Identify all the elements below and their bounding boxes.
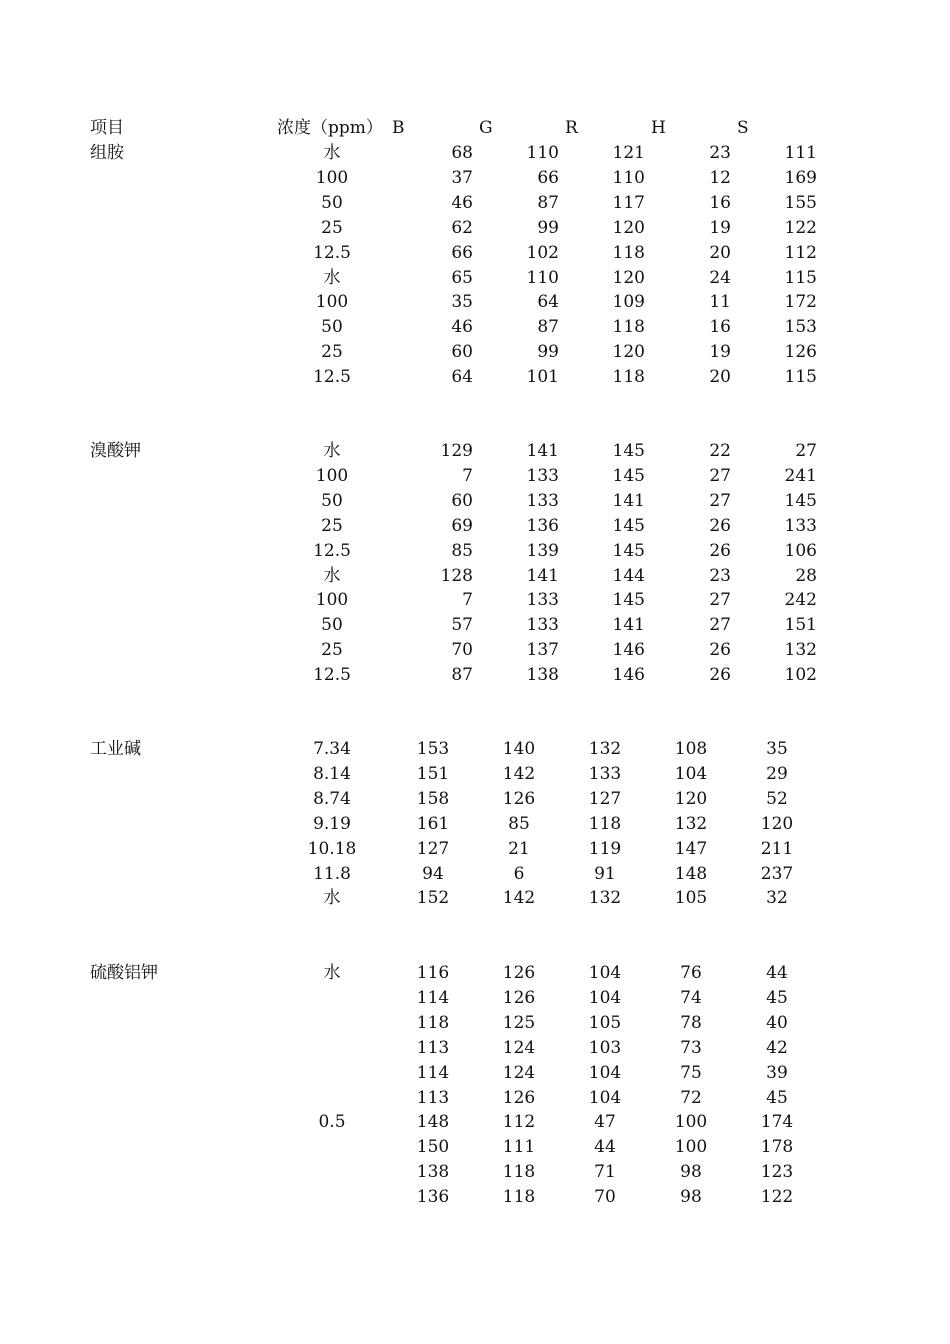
value-cell-b: 64 xyxy=(451,367,473,388)
value-cell-r: 141 xyxy=(612,615,645,636)
value-cell-h: 23 xyxy=(709,143,731,163)
value-cell-g: 102 xyxy=(526,242,559,263)
value-cell-r: 120 xyxy=(612,217,645,238)
value-cell-s: 242 xyxy=(784,590,817,611)
value-cell-g: 101 xyxy=(526,367,559,388)
value-cell-b: 129 xyxy=(440,441,473,461)
value-cell-s: 45 xyxy=(766,1087,788,1108)
value-cell-h: 147 xyxy=(674,838,708,859)
value-cell-g: 118 xyxy=(502,1187,536,1208)
value-cell-h: 16 xyxy=(709,317,731,338)
value-cell-s: 42 xyxy=(766,1037,788,1058)
value-cell-h: 72 xyxy=(680,1087,702,1108)
concentration-cell: 水 xyxy=(323,441,341,461)
value-cell-s: 35 xyxy=(766,739,788,759)
section-label: 组胺 xyxy=(90,143,124,163)
value-cell-s: 28 xyxy=(795,565,817,586)
value-cell-s: 132 xyxy=(784,640,817,661)
value-cell-b: 57 xyxy=(451,615,473,636)
value-cell-r: 145 xyxy=(612,590,645,611)
value-cell-b: 60 xyxy=(451,490,473,511)
value-cell-b: 94 xyxy=(422,863,444,884)
value-cell-h: 75 xyxy=(680,1062,702,1083)
value-cell-s: 120 xyxy=(760,813,794,834)
value-cell-b: 114 xyxy=(416,987,450,1008)
value-cell-r: 133 xyxy=(588,763,622,784)
value-cell-r: 117 xyxy=(612,192,645,213)
section-label: 工业碱 xyxy=(90,739,141,759)
value-cell-r: 104 xyxy=(588,987,622,1008)
value-cell-b: 113 xyxy=(416,1087,450,1108)
value-cell-h: 22 xyxy=(709,441,731,461)
value-cell-h: 12 xyxy=(709,167,731,188)
value-cell-h: 100 xyxy=(674,1112,708,1133)
value-cell-g: 124 xyxy=(502,1062,536,1083)
concentration-cell: 水 xyxy=(323,267,341,288)
value-cell-b: 128 xyxy=(440,565,473,586)
value-cell-b: 148 xyxy=(416,1112,450,1133)
value-cell-h: 98 xyxy=(680,1162,702,1183)
value-cell-r: 121 xyxy=(612,143,645,163)
value-cell-h: 148 xyxy=(674,863,708,884)
value-cell-g: 99 xyxy=(537,217,559,238)
header-item: 项目 xyxy=(90,118,124,138)
value-cell-b: 118 xyxy=(416,1012,450,1033)
value-cell-h: 27 xyxy=(709,465,731,486)
value-cell-s: 178 xyxy=(760,1137,794,1158)
concentration-cell: 100 xyxy=(315,465,349,486)
value-cell-s: 40 xyxy=(766,1012,788,1033)
value-cell-b: 151 xyxy=(416,763,450,784)
concentration-cell: 11.8 xyxy=(313,863,351,884)
value-cell-b: 85 xyxy=(451,540,473,561)
concentration-cell: 水 xyxy=(323,143,341,163)
value-cell-b: 35 xyxy=(451,292,473,313)
value-cell-g: 112 xyxy=(502,1112,536,1133)
value-cell-s: 126 xyxy=(784,342,817,363)
value-cell-g: 66 xyxy=(537,167,559,188)
value-cell-r: 120 xyxy=(612,267,645,288)
value-cell-h: 100 xyxy=(674,1137,708,1158)
concentration-cell: 7.34 xyxy=(313,739,351,759)
value-cell-b: 7 xyxy=(462,590,473,611)
concentration-cell: 100 xyxy=(315,292,349,313)
value-cell-b: 62 xyxy=(451,217,473,238)
value-cell-r: 120 xyxy=(612,342,645,363)
value-cell-s: 111 xyxy=(784,143,817,163)
section-label: 溴酸钾 xyxy=(90,441,141,461)
value-cell-h: 104 xyxy=(674,763,708,784)
value-cell-b: 116 xyxy=(416,963,450,983)
value-cell-s: 44 xyxy=(766,963,788,983)
value-cell-g: 118 xyxy=(502,1162,536,1183)
value-cell-r: 118 xyxy=(612,367,645,388)
value-cell-g: 140 xyxy=(502,739,536,759)
value-cell-b: 150 xyxy=(416,1137,450,1158)
value-cell-g: 138 xyxy=(526,665,559,686)
value-cell-g: 6 xyxy=(513,863,525,884)
concentration-cell: 100 xyxy=(315,167,349,188)
value-cell-g: 136 xyxy=(526,515,559,536)
concentration-cell: 12.5 xyxy=(313,540,351,561)
value-cell-b: 136 xyxy=(416,1187,450,1208)
concentration-cell: 水 xyxy=(323,888,341,909)
value-cell-g: 110 xyxy=(526,143,559,163)
value-cell-r: 118 xyxy=(588,813,622,834)
value-cell-s: 241 xyxy=(784,465,817,486)
value-cell-r: 118 xyxy=(612,242,645,263)
concentration-cell: 0.5 xyxy=(318,1112,346,1133)
value-cell-g: 133 xyxy=(526,490,559,511)
value-cell-h: 74 xyxy=(680,987,702,1008)
value-cell-b: 68 xyxy=(451,143,473,163)
value-cell-g: 141 xyxy=(526,565,559,586)
value-cell-s: 115 xyxy=(784,367,817,388)
value-cell-h: 76 xyxy=(680,963,702,983)
value-cell-h: 27 xyxy=(709,490,731,511)
value-cell-r: 104 xyxy=(588,1087,622,1108)
header-col-s: S xyxy=(737,118,749,138)
concentration-cell: 水 xyxy=(323,565,341,586)
value-cell-g: 126 xyxy=(502,1087,536,1108)
concentration-cell: 50 xyxy=(321,192,343,213)
header-concentration: 浓度（ppm） xyxy=(277,118,383,138)
value-cell-r: 144 xyxy=(612,565,645,586)
value-cell-s: 133 xyxy=(784,515,817,536)
concentration-cell: 12.5 xyxy=(313,665,351,686)
value-cell-g: 126 xyxy=(502,788,536,809)
value-cell-g: 87 xyxy=(537,317,559,338)
value-cell-g: 133 xyxy=(526,465,559,486)
concentration-cell: 50 xyxy=(321,615,343,636)
value-cell-h: 16 xyxy=(709,192,731,213)
value-cell-h: 26 xyxy=(709,540,731,561)
value-cell-h: 20 xyxy=(709,242,731,263)
value-cell-r: 145 xyxy=(612,465,645,486)
value-cell-h: 11 xyxy=(709,292,731,313)
value-cell-r: 104 xyxy=(588,963,622,983)
value-cell-h: 19 xyxy=(709,342,731,363)
value-cell-g: 142 xyxy=(502,888,536,909)
value-cell-r: 146 xyxy=(612,640,645,661)
value-cell-r: 118 xyxy=(612,317,645,338)
value-cell-h: 78 xyxy=(680,1012,702,1033)
value-cell-r: 71 xyxy=(594,1162,616,1183)
value-cell-h: 23 xyxy=(709,565,731,586)
value-cell-r: 141 xyxy=(612,490,645,511)
value-cell-h: 27 xyxy=(709,590,731,611)
concentration-cell: 8.74 xyxy=(313,788,351,809)
value-cell-s: 27 xyxy=(795,441,817,461)
concentration-cell: 8.14 xyxy=(313,763,351,784)
value-cell-g: 126 xyxy=(502,987,536,1008)
value-cell-s: 174 xyxy=(760,1112,794,1133)
value-cell-h: 105 xyxy=(674,888,708,909)
value-cell-b: 127 xyxy=(416,838,450,859)
value-cell-g: 125 xyxy=(502,1012,536,1033)
value-cell-h: 26 xyxy=(709,640,731,661)
value-cell-s: 102 xyxy=(784,665,817,686)
value-cell-h: 19 xyxy=(709,217,731,238)
value-cell-h: 24 xyxy=(709,267,731,288)
value-cell-b: 113 xyxy=(416,1037,450,1058)
value-cell-s: 172 xyxy=(784,292,817,313)
value-cell-h: 132 xyxy=(674,813,708,834)
value-cell-b: 37 xyxy=(451,167,473,188)
value-cell-g: 111 xyxy=(502,1137,536,1158)
value-cell-g: 133 xyxy=(526,615,559,636)
value-cell-b: 158 xyxy=(416,788,450,809)
header-col-b: B xyxy=(392,118,405,138)
value-cell-s: 237 xyxy=(760,863,794,884)
concentration-cell: 12.5 xyxy=(313,242,351,263)
value-cell-s: 122 xyxy=(784,217,817,238)
concentration-cell: 水 xyxy=(323,963,341,983)
value-cell-s: 151 xyxy=(784,615,817,636)
value-cell-r: 145 xyxy=(612,515,645,536)
value-cell-g: 141 xyxy=(526,441,559,461)
value-cell-g: 133 xyxy=(526,590,559,611)
value-cell-b: 66 xyxy=(451,242,473,263)
value-cell-b: 46 xyxy=(451,192,473,213)
value-cell-g: 124 xyxy=(502,1037,536,1058)
value-cell-s: 115 xyxy=(784,267,817,288)
value-cell-s: 32 xyxy=(766,888,788,909)
concentration-cell: 25 xyxy=(321,640,343,661)
value-cell-s: 211 xyxy=(760,838,794,859)
value-cell-s: 145 xyxy=(784,490,817,511)
value-cell-r: 110 xyxy=(612,167,645,188)
value-cell-r: 109 xyxy=(612,292,645,313)
value-cell-s: 29 xyxy=(766,763,788,784)
value-cell-g: 137 xyxy=(526,640,559,661)
value-cell-h: 27 xyxy=(709,615,731,636)
value-cell-b: 153 xyxy=(416,739,450,759)
concentration-cell: 12.5 xyxy=(313,367,351,388)
value-cell-h: 26 xyxy=(709,665,731,686)
value-cell-s: 112 xyxy=(784,242,817,263)
value-cell-g: 85 xyxy=(508,813,530,834)
concentration-cell: 50 xyxy=(321,317,343,338)
section-label: 硫酸铝钾 xyxy=(90,963,158,983)
value-cell-s: 122 xyxy=(760,1187,794,1208)
value-cell-r: 145 xyxy=(612,441,645,461)
value-cell-b: 65 xyxy=(451,267,473,288)
value-cell-s: 155 xyxy=(784,192,817,213)
value-cell-g: 99 xyxy=(537,342,559,363)
value-cell-b: 161 xyxy=(416,813,450,834)
value-cell-r: 91 xyxy=(594,863,616,884)
value-cell-r: 146 xyxy=(612,665,645,686)
value-cell-b: 7 xyxy=(462,465,473,486)
value-cell-b: 70 xyxy=(451,640,473,661)
value-cell-s: 45 xyxy=(766,987,788,1008)
value-cell-s: 39 xyxy=(766,1062,788,1083)
value-cell-g: 110 xyxy=(526,267,559,288)
value-cell-h: 98 xyxy=(680,1187,702,1208)
value-cell-r: 44 xyxy=(594,1137,616,1158)
value-cell-h: 120 xyxy=(674,788,708,809)
value-cell-s: 52 xyxy=(766,788,788,809)
header-col-g: G xyxy=(479,118,493,138)
header-col-r: R xyxy=(565,118,578,138)
value-cell-h: 26 xyxy=(709,515,731,536)
value-cell-s: 169 xyxy=(784,167,817,188)
value-cell-r: 145 xyxy=(612,540,645,561)
value-cell-r: 105 xyxy=(588,1012,622,1033)
value-cell-b: 69 xyxy=(451,515,473,536)
value-cell-g: 21 xyxy=(508,838,530,859)
concentration-cell: 9.19 xyxy=(313,813,351,834)
value-cell-r: 70 xyxy=(594,1187,616,1208)
value-cell-h: 108 xyxy=(674,739,708,759)
value-cell-b: 114 xyxy=(416,1062,450,1083)
value-cell-r: 119 xyxy=(588,838,622,859)
value-cell-b: 152 xyxy=(416,888,450,909)
value-cell-h: 20 xyxy=(709,367,731,388)
value-cell-g: 87 xyxy=(537,192,559,213)
concentration-cell: 10.18 xyxy=(307,838,357,859)
value-cell-h: 73 xyxy=(680,1037,702,1058)
value-cell-g: 142 xyxy=(502,763,536,784)
value-cell-r: 132 xyxy=(588,888,622,909)
value-cell-s: 106 xyxy=(784,540,817,561)
value-cell-s: 153 xyxy=(784,317,817,338)
value-cell-b: 87 xyxy=(451,665,473,686)
concentration-cell: 50 xyxy=(321,490,343,511)
value-cell-b: 60 xyxy=(451,342,473,363)
value-cell-g: 126 xyxy=(502,963,536,983)
value-cell-s: 123 xyxy=(760,1162,794,1183)
concentration-cell: 100 xyxy=(315,590,349,611)
value-cell-r: 103 xyxy=(588,1037,622,1058)
header-col-h: H xyxy=(651,118,666,138)
concentration-cell: 25 xyxy=(321,217,343,238)
value-cell-r: 47 xyxy=(594,1112,616,1133)
value-cell-r: 104 xyxy=(588,1062,622,1083)
concentration-cell: 25 xyxy=(321,342,343,363)
value-cell-b: 46 xyxy=(451,317,473,338)
value-cell-g: 139 xyxy=(526,540,559,561)
value-cell-r: 127 xyxy=(588,788,622,809)
concentration-cell: 25 xyxy=(321,515,343,536)
value-cell-g: 64 xyxy=(537,292,559,313)
value-cell-b: 138 xyxy=(416,1162,450,1183)
value-cell-r: 132 xyxy=(588,739,622,759)
